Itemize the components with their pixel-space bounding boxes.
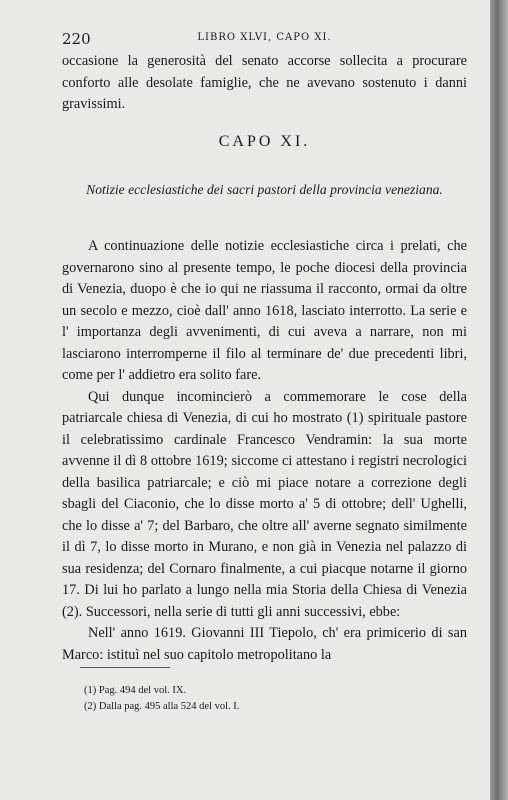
page-header: [62, 30, 467, 48]
footnotes: [84, 683, 464, 715]
footnote-2: (2) Dalla pag. 495 alla 524 del vol. I.: [84, 701, 240, 712]
paragraph-3: Nell' anno 1619. Giovanni III Tiepolo, ch' era primicerio di san Marco: istituì nel suo capitolo metropolitano la: [62, 625, 467, 663]
running-head: LIBRO XLVI, CAPO XI.: [197, 32, 332, 43]
footnote-1: (1) Pag. 494 del vol. IX.: [84, 685, 187, 696]
chapter-title: CAPO XI.: [218, 133, 311, 150]
chapter-subtitle: Notizie ecclesiastiche dei sacri pastori della provincia veneziana.: [86, 182, 443, 197]
page-number: 220: [62, 30, 91, 48]
paragraph-2: Qui dunque incomincierò a commemorare le cose della patriarcale chiesa di Venezia, di cui ho mostrato (1) spirituale pastore il celebratissimo cardinale Francesco Vendramin: la sua morte avvenne il dì 8 ottobre 1619; siccome ci attestano i registri necrologici della basilica patriarcale; e ciò mi piace notare a correzione degli sbagli del Ciaconio, che lo disse morto a' 5 di ottobre; dell' Ughelli, che lo disse a' 7; del Barbaro, che oltre all' averne segnato similmente il dì 7, lo disse morto in Murano, e non già in Venezia nel palazzo di sua residenza; del Cornaro finalmente, a cui piacque notarne il giorno 17. Di lui ho parlato a lungo nella mia Storia della Chiesa di Venezia (2). Successori, nella serie di tutti gli anni successivi, ebbe:: [62, 388, 467, 620]
continued-text: occasione la generosità del senato accorse sollecita a procurare conforto alle desolate famiglie, che ne avevano sostenuto i danni gravissimi.: [62, 53, 467, 112]
continued-paragraph: [62, 51, 467, 116]
footnote-rule: [80, 667, 170, 668]
page-edge: [490, 0, 508, 800]
paragraph-1: A continuazione delle notizie ecclesiastiche circa i prelati, che governarono sino al presente tempo, le poche diocesi della provincia di Venezia, duopo è che io qui ne riassuma il racconto, ormai da oltre un secolo e mezzo, cioè dall' anno 1618, lasciato interrotto. La serie e l' importanza degli avvenimenti, di cui aveva a narrare, non mi lasciarono interromperne il filo al terminare de' due precedenti libri, come per l' addietro era solito fare.: [62, 238, 467, 383]
chapter-body: [62, 236, 467, 666]
